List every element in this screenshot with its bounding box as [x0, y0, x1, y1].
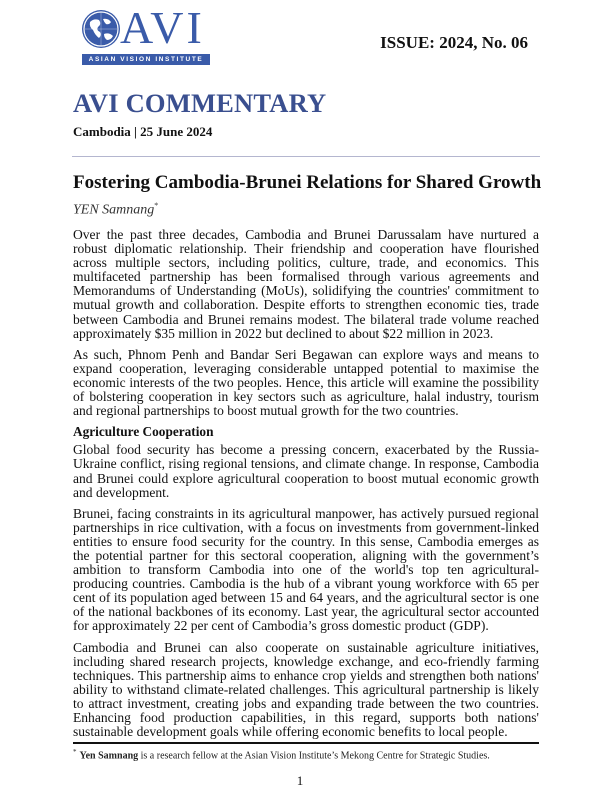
logo-letters: AVI [120, 2, 205, 53]
series-title: AVI COMMENTARY [73, 88, 327, 118]
footnote-text: is a research fellow at the Asian Vision Institute’s Mekong Centre for Strategic Studies. [138, 750, 490, 762]
footnote [73, 748, 490, 761]
paragraph: As such, Phnom Penh and Bandar Seri Begawan can explore ways and means to expand cooperation, leveraging considerable untapped potential to maximise the economic interests of the two peoples. Hence, this article will examine the possibility of bolstering cooperation in key sectors such as agriculture, halal industry, tourism and regional partnerships to boost mutual growth for the two countries. [73, 346, 539, 419]
paragraph: Brunei, facing constraints in its agricultural manpower, has actively pursued regional partnerships in rice cultivation, with a focus on investments from government-linked entities to ensure food security for the country. In this sense, Cambodia emerges as the potential partner for this sectoral cooperation, aligning with the government’s ambition to transform Cambodia into one of the world's top ten agricultural-producing countries. Cambodia is the hub of a vibrant young workforce with 65 per cent of its population aged between 15 and 64 years, and the agricultural sector is one of the national backbones of its economy. Last year, the agricultural sector accounted for approximately 22 per cent of Cambodia’s gross domestic product (GDP). [73, 505, 539, 634]
footnote-marker: * [73, 748, 77, 756]
article-body [73, 228, 539, 746]
avi-logo [82, 2, 212, 68]
author-name: YEN Samnang [73, 202, 155, 218]
footnote-author: Yen Samnang [79, 750, 139, 762]
dateline: Cambodia | 25 June 2024 [73, 124, 213, 139]
section-heading: Agriculture Cooperation [73, 424, 214, 440]
paragraph: Global food security has become a pressing concern, exacerbated by the Russia-Ukraine conflict, rising regional tensions, and climate change. In response, Cambodia and Brunei could explore agricultural cooperation to boost mutual economic growth and development. [73, 442, 539, 500]
author-byline [73, 201, 158, 219]
page-number: 1 [296, 773, 304, 788]
paragraph: Over the past three decades, Cambodia and Brunei Darussalam have nurtured a robust diplomatic relationship. Their friendship and cooperation have flourished across multiple sectors, including politics, culture, trade, and economics. This multifaceted partnership has been formalised through various agreements and Memorandums of Understanding (MoUs), solidifying the countries' commitment to mutual growth and collaboration. Despite efforts to strengthen economic ties, trade between Cambodia and Brunei remains modest. The bilateral trade volume reached approximately $35 million in 2022 but declined to about $22 million in 2023. [73, 227, 539, 341]
footnote-divider [73, 742, 539, 744]
header-divider [72, 156, 540, 157]
paragraph: Cambodia and Brunei can also cooperate on sustainable agriculture initiatives, including shared research projects, knowledge exchange, and eco-friendly farming techniques. This partnership aims to enhance crop yields and strengthen both nations' ability to withstand climate-related challenges. This agricultural partnership is likely to attract investment, creating jobs and expanding trade between the two countries. Enhancing food production capabilities, in this regard, supports both nations' sustainable development goals while offering economic benefits to local people. [73, 639, 539, 740]
logo-tagline: ASIAN VISION INSTITUTE [82, 54, 210, 65]
issue-number: ISSUE: 2024, No. 06 [380, 33, 528, 52]
article-title: Fostering Cambodia-Brunei Relations for Shared Growth [73, 172, 542, 193]
footnote-marker[interactable]: * [154, 201, 159, 210]
globe-icon [82, 10, 120, 48]
